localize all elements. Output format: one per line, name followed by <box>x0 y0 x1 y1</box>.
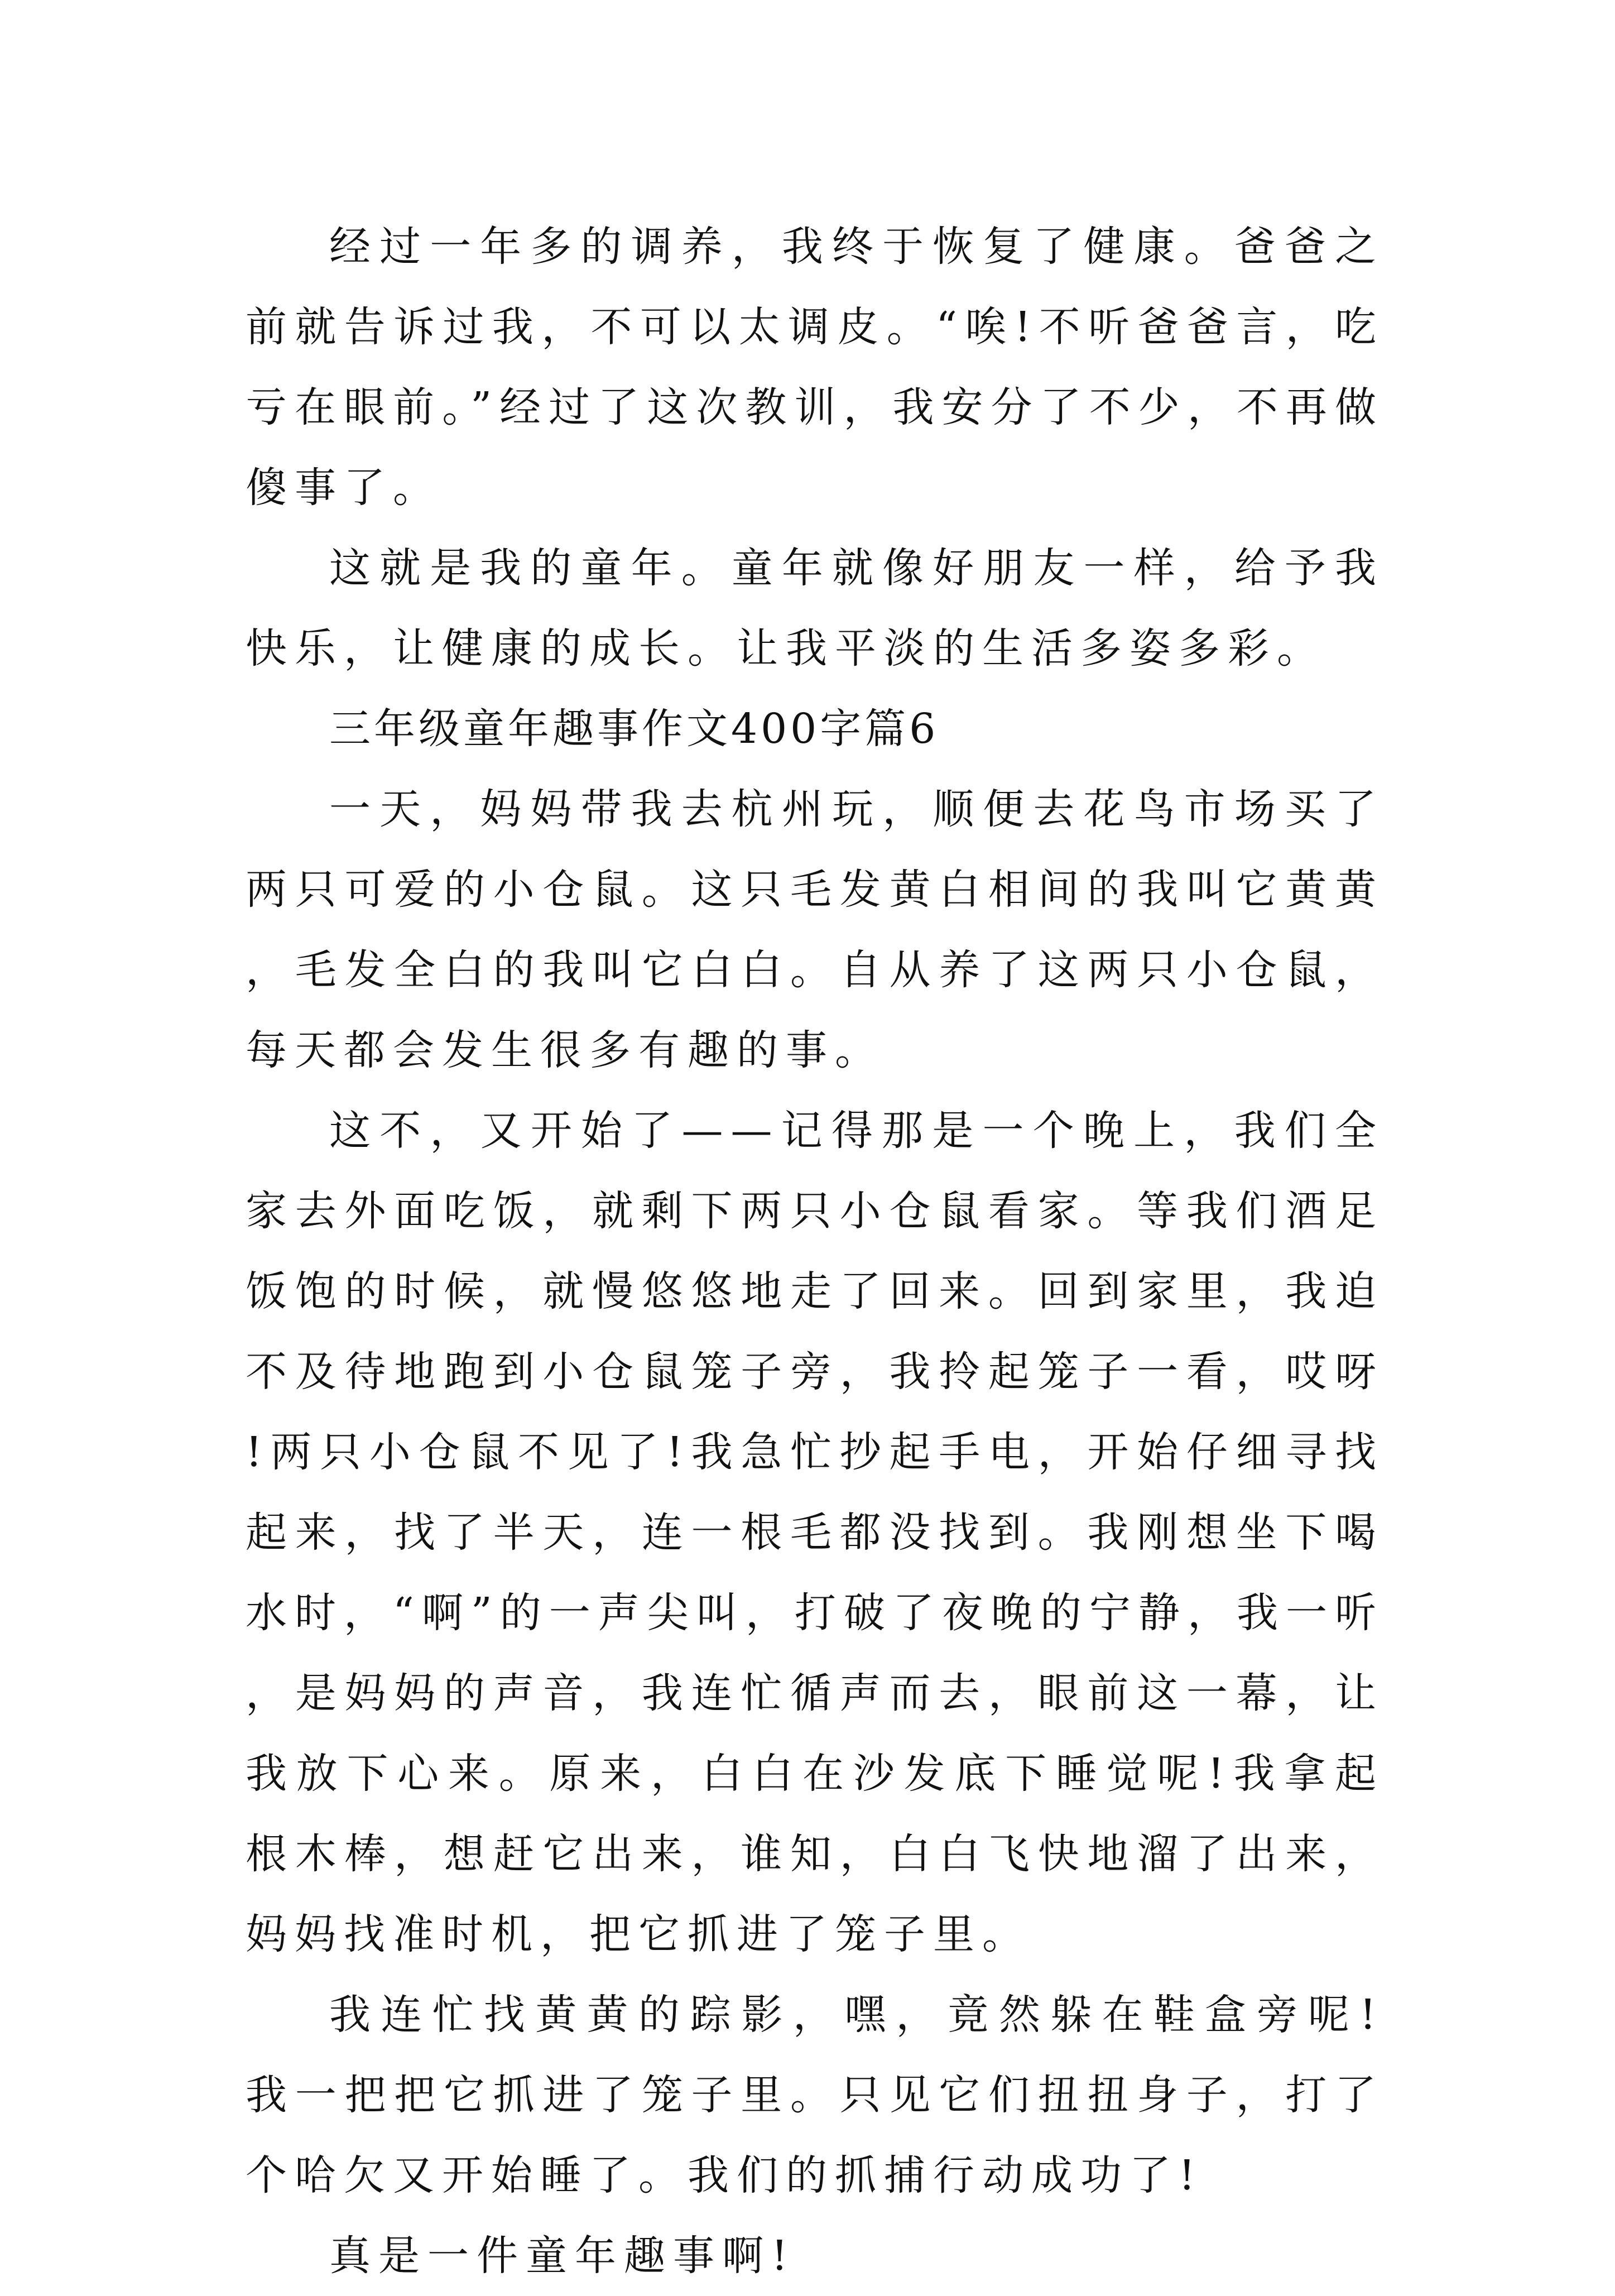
paragraph-hamsters-missing: 这不，又开始了——记得那是一个晚上，我们全家去外面吃饭，就剩下两只小仓鼠看家。等我们酒足饭饱的时候，就慢悠悠地走了回来。回到家里，我迫不及待地跑到小仓鼠笼子旁，我拎起笼子一看，哎呀!两只小仓鼠不见了!我急忙抄起手电，开始仔细寻找起来，找了半天，连一根毛都没找到。我刚想坐下喝水时，“啊”的一声尖叫，打破了夜晚的宁静，我一听，是妈妈的声音，我连忙循声而去，眼前这一幕，让我放下心来。原来，白白在沙发底下睡觉呢!我拿起根木棒，想赶它出来，谁知，白白飞快地溜了出来，妈妈找准时机，把它抓进了笼子里。 <box>246 1107 1384 1958</box>
paragraph-childhood-summary: 这就是我的童年。童年就像好朋友一样，给予我快乐，让健康的成长。让我平淡的生活多姿多彩。 <box>246 544 1384 673</box>
paragraph-closing: 真是一件童年趣事啊! <box>329 2232 796 2280</box>
paragraph-hamsters-intro: 一天，妈妈带我去杭州玩，顺便去花鸟市场买了两只可爱的小仓鼠。这只毛发黄白相间的我叫它黄黄，毛发全白的我叫它白白。自从养了这两只小仓鼠，每天都会发生很多有趣的事。 <box>246 785 1384 1074</box>
document-page <box>246 206 1384 2296</box>
paragraph-hamsters-caught: 我连忙找黄黄的踪影，嘿，竟然躲在鞋盒旁呢!我一把把它抓进了笼子里。只见它们扭扭身子，打了个哈欠又开始睡了。我们的抓捕行动成功了! <box>246 1991 1384 2199</box>
section-heading: 三年级童年趣事作文400字篇6 <box>329 705 939 753</box>
paragraph-recovery: 经过一年多的调养，我终于恢复了健康。爸爸之前就告诉过我，不可以太调皮。“唉!不听爸爸言，吃亏在眼前。”经过了这次教训，我安分了不少，不再做傻事了。 <box>246 223 1384 512</box>
